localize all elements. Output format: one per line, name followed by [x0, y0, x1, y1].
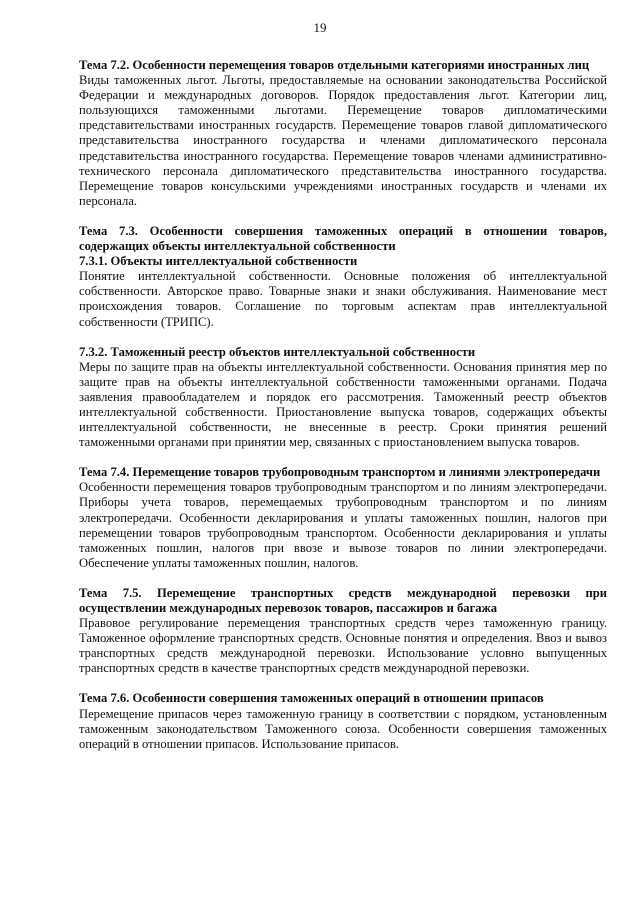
section-topic-7-3	[79, 224, 607, 330]
section-topic-7-3-2	[79, 345, 607, 451]
section-heading: Тема 7.3. Особенности совершения таможенных операций в отношении товаров, содержащих объекты интеллектуальной собственности	[79, 223, 607, 254]
section-body: Перемещение припасов через таможенную границу в соответствии с порядком, установленным таможенным законодательством Таможенного союза. Особенности совершения таможенных операций в отношении припасов. Использование припасов.	[79, 706, 607, 751]
section-body: Особенности перемещения товаров трубопроводным транспортом и по линиям электропередачи. Приборы учета товаров, перемещаемых трубопроводным транспортом и по линиям электропередачи. Особенности декларирования и уплаты таможенных пошлин, налогов при перемещении товаров трубопроводным транспортом. Особенности декларирования и уплаты таможенных пошлин, налогов при ввозе и вывозе товаров по линии электропередачи. Обеспечение уплаты таможенных пошлин, налогов.	[79, 480, 607, 570]
section-heading: 7.3.2. Таможенный реестр объектов интеллектуальной собственности	[79, 344, 476, 359]
section-topic-7-5	[79, 586, 607, 677]
section-subheading: 7.3.1. Объекты интеллектуальной собственности	[79, 254, 358, 269]
section-topic-7-2	[79, 58, 607, 209]
section-body: Виды таможенных льгот. Льготы, предоставляемые на основании законодательства Российской Федерации и международных договоров. Порядок предоставления льгот. Категории лиц, пользующихся таможенными льготами. Перемещение товаров дипломатическими представительствами иностранных государств. Перемещение товаров главой дипломатического представительства иностранного государства и членами дипломатического персонала представительства иностранного государства. Перемещение товаров членами административно-технического персонала дипломатического представительства иностранного государства. Перемещение товаров консульскими учреждениями иностранных государств и членами их персонала.	[79, 73, 607, 208]
page-content	[79, 58, 607, 767]
section-body: Понятие интеллектуальной собственности. Основные положения об интеллектуальной собственности. Авторское право. Товарные знаки и знаки обслуживания. Наименование мест происхождения товаров. Соглашение по торговым аспектам прав интеллектуальной собственности (ТРИПС).	[79, 269, 607, 329]
page-number: 19	[313, 20, 327, 35]
section-heading: Тема 7.5. Перемещение транспортных средств международной перевозки при осуществлении международных перевозок товаров, пассажиров и багажа	[79, 585, 607, 615]
section-heading: Тема 7.2. Особенности перемещения товаров отдельными категориями иностранных лиц	[79, 58, 590, 72]
section-body: Правовое регулирование перемещения транспортных средств через таможенную границу. Таможенное оформление транспортных средств. Основные понятия и определения. Ввоз и вывоз транспортных средств международной перевозки. Использование условно выпущенных транспортных средств в качестве транспортных средств международной перевозки.	[79, 616, 607, 676]
section-topic-7-6	[79, 691, 607, 751]
section-heading: Тема 7.6. Особенности совершения таможенных операций в отношении припасов	[79, 691, 544, 706]
section-heading: Тема 7.4. Перемещение товаров трубопроводным транспортом и линиями электропередачи	[79, 465, 601, 480]
section-body: Меры по защите прав на объекты интеллектуальной собственности. Основания принятия мер по защите прав на объекты интеллектуальной собственности таможенными органами. Подача заявления правообладателем и порядок его рассмотрения. Таможенный реестр объектов интеллектуальной собственности. Приостановление выпуска товаров, содержащих объекты интеллектуальной собственности, не внесенные в реестр. Сроки принятия решений таможенными органами при принятии мер, связанных с приостановлением выпуска товаров.	[79, 359, 607, 450]
section-topic-7-4	[79, 465, 607, 571]
